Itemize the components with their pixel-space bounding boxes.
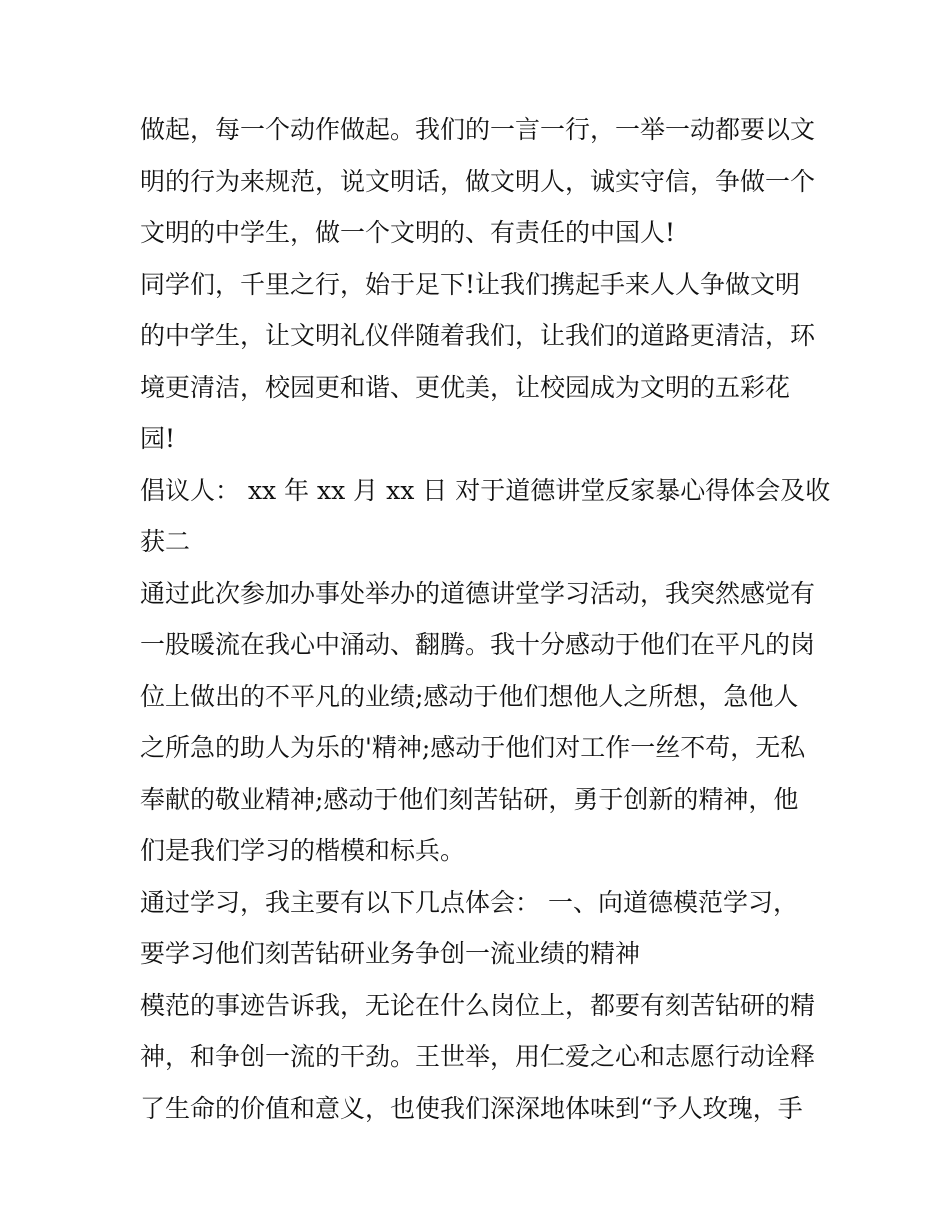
text-line: 获二	[140, 527, 191, 556]
text-line: 一股暖流在我心中涌动、翻腾。我十分感动于他们在平凡的岗	[140, 630, 816, 659]
text-line: 了生命的价值和意义，也使我们深深地体味到“予人玫瑰，手	[140, 1093, 803, 1123]
text-line: 位上做出的不平凡的业绩;感动于他们想他人之所想，急他人	[140, 681, 799, 711]
body-text	[140, 104, 830, 1134]
text-line: 们是我们学习的楷模和标兵。	[140, 836, 466, 865]
text-line: 同学们，千里之行，始于足下!让我们携起手来人人争做文明	[140, 269, 801, 299]
text-line: 文明的中学生，做一个文明的、有责任的中国人!	[140, 218, 676, 247]
text-line: 倡议人： xx 年 xx 月 xx 日 对于道德讲堂反家暴心得体会及收	[140, 475, 831, 505]
text-line: 明的行为来规范，说文明话，做文明人，诚实守信，争做一个	[140, 166, 816, 196]
text-line: 奉献的敬业精神;感动于他们刻苦钻研，勇于创新的精神，他	[140, 784, 799, 814]
text-line: 做起，每一个动作做起。我们的一言一行，一举一动都要以文	[140, 115, 816, 144]
text-line: 模范的事迹告诉我，无论在什么岗位上，都要有刻苦钻研的精	[140, 990, 816, 1020]
text-line: 的中学生，让文明礼仪伴随着我们，让我们的道路更清洁，环	[140, 321, 816, 350]
text-line: 通过学习，我主要有以下几点体会： 一、向道德模范学习，	[140, 887, 798, 917]
text-line: 之所急的助人为乐的'精神;感动于他们对工作一丝不苟，无私	[140, 733, 806, 762]
text-line: 通过此次参加办事处举办的道德讲堂学习活动，我突然感觉有	[140, 578, 816, 608]
text-line: 要学习他们刻苦钻研业务争创一流业绩的精神	[140, 939, 641, 968]
text-line: 境更清洁，校园更和谐、更优美，让校园成为文明的五彩花	[140, 372, 791, 402]
text-line: 园!	[140, 424, 176, 453]
text-line: 神，和争创一流的干劲。王世举，用仁爱之心和志愿行动诠释	[140, 1042, 816, 1071]
